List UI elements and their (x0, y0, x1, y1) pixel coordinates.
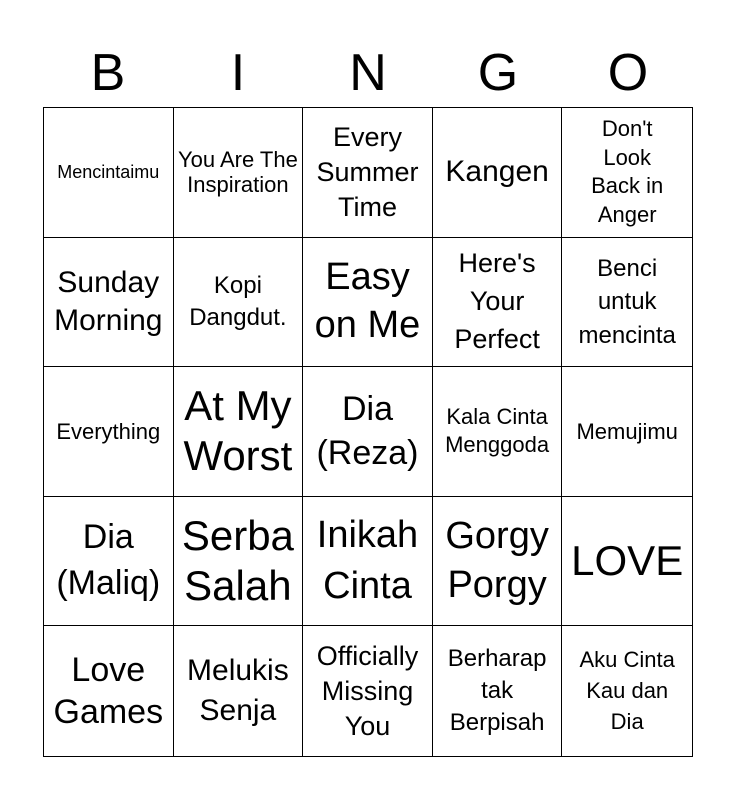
header-letter-b: B (90, 44, 126, 102)
cell-text: Kopi Dangdut. (189, 271, 287, 331)
bingo-cell[interactable] (44, 238, 174, 368)
cell-text: At My Worst (183, 382, 293, 480)
bingo-cell[interactable] (433, 626, 563, 756)
cell-text: Sunday Morning (54, 266, 163, 337)
bingo-cell[interactable] (174, 367, 304, 497)
bingo-cell[interactable] (303, 497, 433, 627)
header-letter-n: N (349, 44, 387, 102)
header-letter-o: O (607, 44, 649, 102)
bingo-board (43, 107, 693, 757)
cell-text: Inikah Cinta (316, 513, 419, 608)
bingo-cell[interactable] (44, 108, 174, 238)
cell-text: Berharap tak Berpisah (447, 644, 547, 737)
cell-text: Melukis Senja (187, 653, 289, 728)
bingo-cell[interactable] (174, 626, 304, 756)
cell-text: Easy on Me (314, 256, 421, 346)
bingo-cell[interactable] (433, 238, 563, 368)
cell-text: Benci untuk mencinta (578, 254, 676, 349)
bingo-cell[interactable] (562, 626, 692, 756)
cell-text: LOVE (571, 536, 684, 584)
bingo-cell[interactable] (44, 367, 174, 497)
cell-text: Everything (56, 418, 161, 444)
cell-text: Serba Salah (181, 511, 294, 610)
bingo-cell[interactable] (174, 238, 304, 368)
cell-text: Every Summer Time (316, 121, 419, 222)
cell-text: You Are The Inspiration (177, 147, 298, 198)
bingo-cell[interactable] (562, 367, 692, 497)
cell-text: Dia (Maliq) (56, 518, 161, 603)
bingo-cell[interactable] (433, 108, 563, 238)
cell-text: Officially Missing You (316, 640, 419, 741)
bingo-cell[interactable] (433, 367, 563, 497)
cell-text: Don't Look Back in Anger (591, 116, 664, 227)
bingo-cell[interactable] (303, 626, 433, 756)
bingo-cell[interactable] (303, 238, 433, 368)
cell-text: Gorgy Porgy (445, 514, 549, 607)
bingo-cell[interactable] (303, 108, 433, 238)
bingo-cell[interactable] (174, 108, 304, 238)
cell-text: Here's Your Perfect (454, 248, 540, 354)
cell-text: Kangen (445, 155, 549, 189)
bingo-cell[interactable] (44, 497, 174, 627)
header-letter-i: I (230, 44, 246, 102)
cell-text: Memujimu (576, 418, 678, 444)
bingo-cell[interactable] (303, 367, 433, 497)
cell-text: Kala Cinta Menggoda (445, 403, 550, 458)
cell-text: Dia (Reza) (316, 390, 419, 473)
cell-text: Aku Cinta Kau dan Dia (579, 647, 675, 734)
cell-text: Mencintaimu (57, 161, 160, 182)
bingo-cell[interactable] (562, 108, 692, 238)
bingo-cell[interactable] (44, 626, 174, 756)
cell-text: Love Games (53, 650, 164, 732)
bingo-cell[interactable] (174, 497, 304, 627)
bingo-cell[interactable] (562, 497, 692, 627)
bingo-cell[interactable] (433, 497, 563, 627)
bingo-cell[interactable] (562, 238, 692, 368)
bingo-header (43, 38, 693, 108)
header-letter-g: G (477, 44, 519, 102)
